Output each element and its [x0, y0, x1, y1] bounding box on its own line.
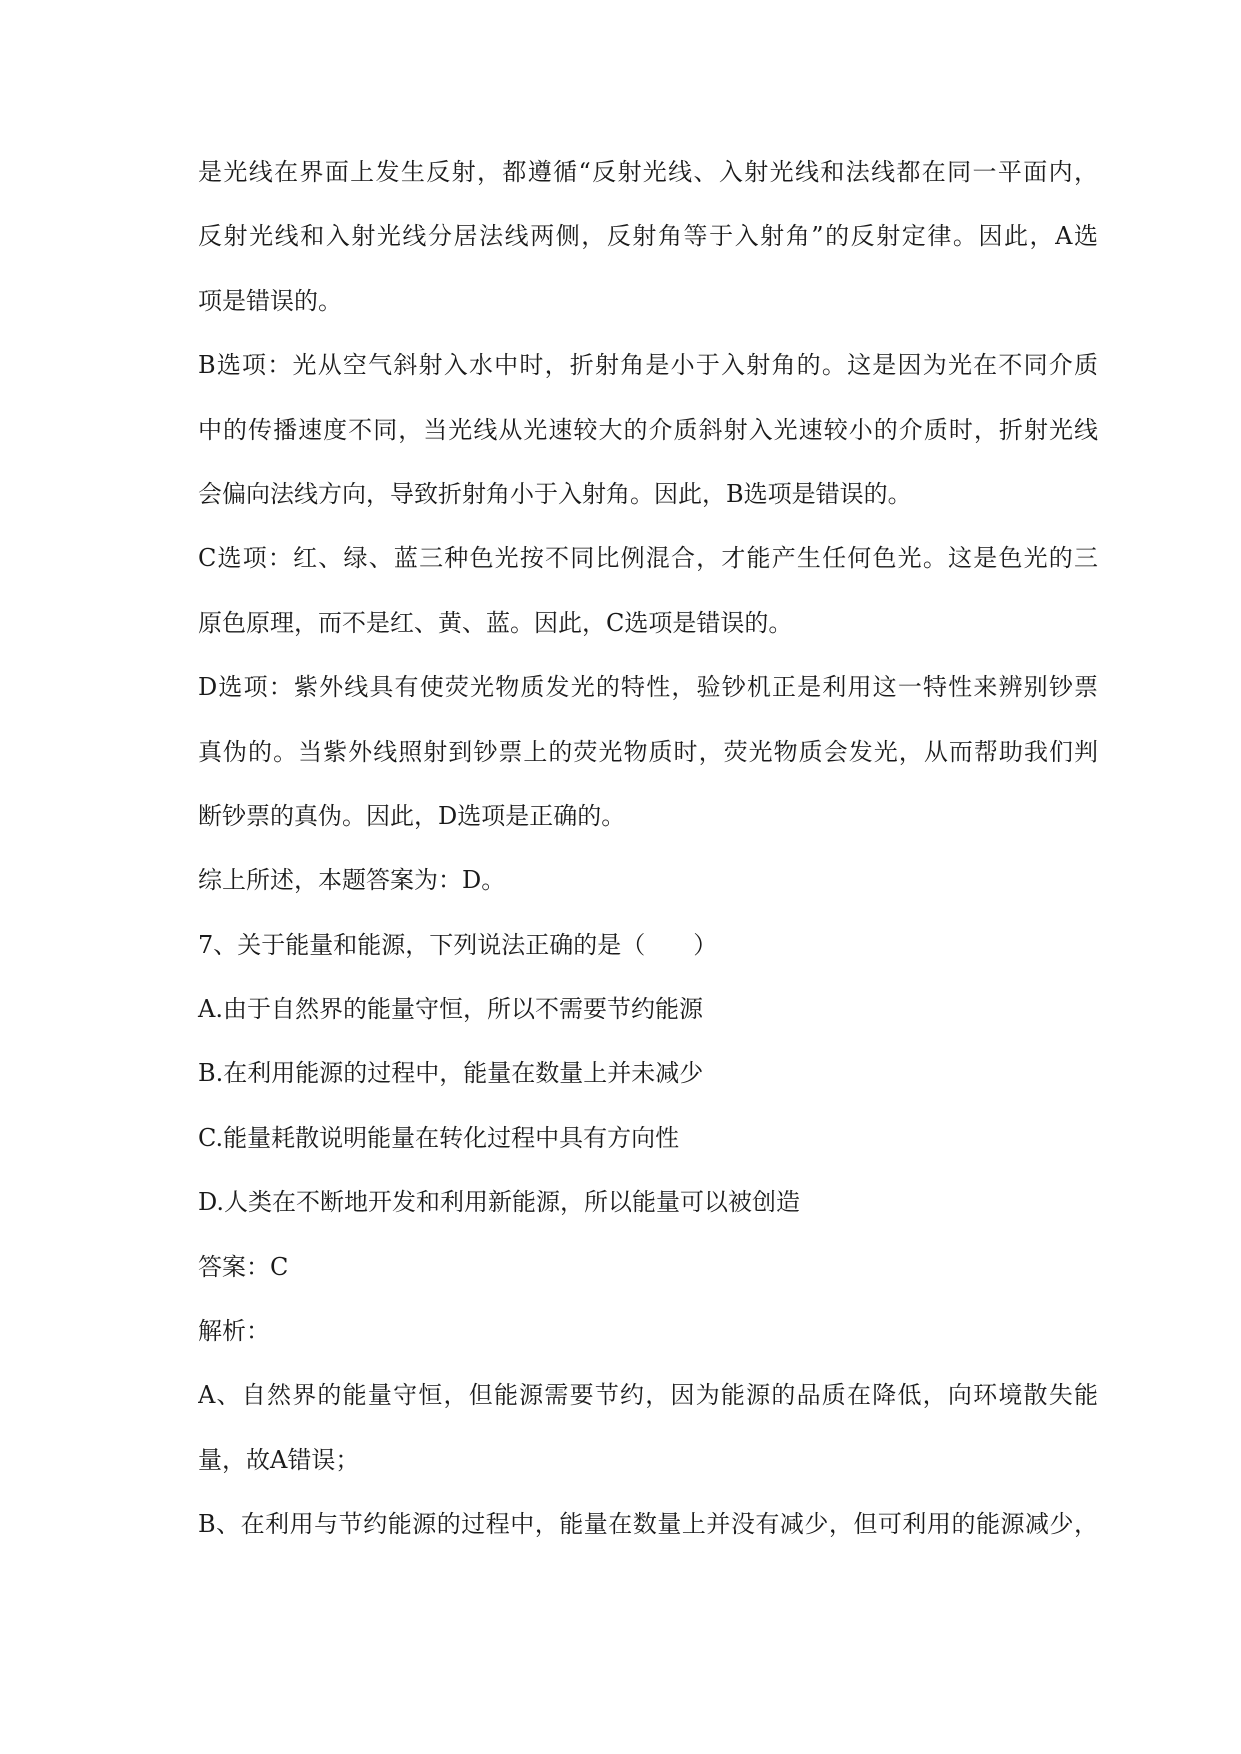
text-line: 量，故A错误； — [198, 1445, 360, 1474]
option-d: D.人类在不断地开发和利用新能源，所以能量可以被创造 — [198, 1188, 801, 1217]
text-line: 断钞票的真伪。因此，D选项是正确的。 — [198, 801, 626, 830]
text-line: 原色原理，而不是红、黄、蓝。因此，C选项是错误的。 — [198, 608, 793, 637]
question-title: 7、关于能量和能源，下列说法正确的是（ ） — [198, 930, 718, 959]
text-line: D选项：紫外线具有使荧光物质发光的特性，验钞机正是利用这一特性来辨别钞票 — [198, 673, 1098, 702]
option-b: B.在利用能源的过程中，能量在数量上并未减少 — [198, 1059, 704, 1088]
text-line: 真伪的。当紫外线照射到钞票上的荧光物质时，荧光物质会发光，从而帮助我们判 — [198, 737, 1098, 766]
text-line: 反射光线和入射光线分居法线两侧，反射角等于入射角”的反射定律。因此，A选 — [198, 222, 1098, 251]
text-line: 中的传播速度不同，当光线从光速较大的介质斜射入光速较小的介质时，折射光线 — [198, 415, 1098, 444]
text-line: 会偏向法线方向，导致折射角小于入射角。因此，B选项是错误的。 — [198, 479, 912, 508]
document-body — [198, 140, 1098, 1557]
text-line: 是光线在界面上发生反射，都遵循“反射光线、入射光线和法线都在同一平面内， — [198, 158, 1098, 186]
text-line: B选项：光从空气斜射入水中时，折射角是小于入射角的。这是因为光在不同介质 — [198, 351, 1098, 380]
answer-line: 答案：C — [198, 1252, 289, 1281]
option-c: C.能量耗散说明能量在转化过程中具有方向性 — [198, 1123, 680, 1152]
text-line: A、自然界的能量守恒，但能源需要节约，因为能源的品质在降低，向环境散失能 — [198, 1381, 1098, 1410]
summary-line: 综上所述，本题答案为：D。 — [198, 866, 506, 895]
option-a: A.由于自然界的能量守恒，所以不需要节约能源 — [198, 995, 703, 1024]
text-line: 项是错误的。 — [198, 286, 342, 315]
text-line: B、在利用与节约能源的过程中，能量在数量上并没有减少，但可利用的能源减少， — [198, 1510, 1098, 1539]
analysis-heading: 解析： — [198, 1317, 270, 1346]
text-line: C选项：红、绿、蓝三种色光按不同比例混合，才能产生任何色光。这是色光的三 — [198, 544, 1098, 573]
